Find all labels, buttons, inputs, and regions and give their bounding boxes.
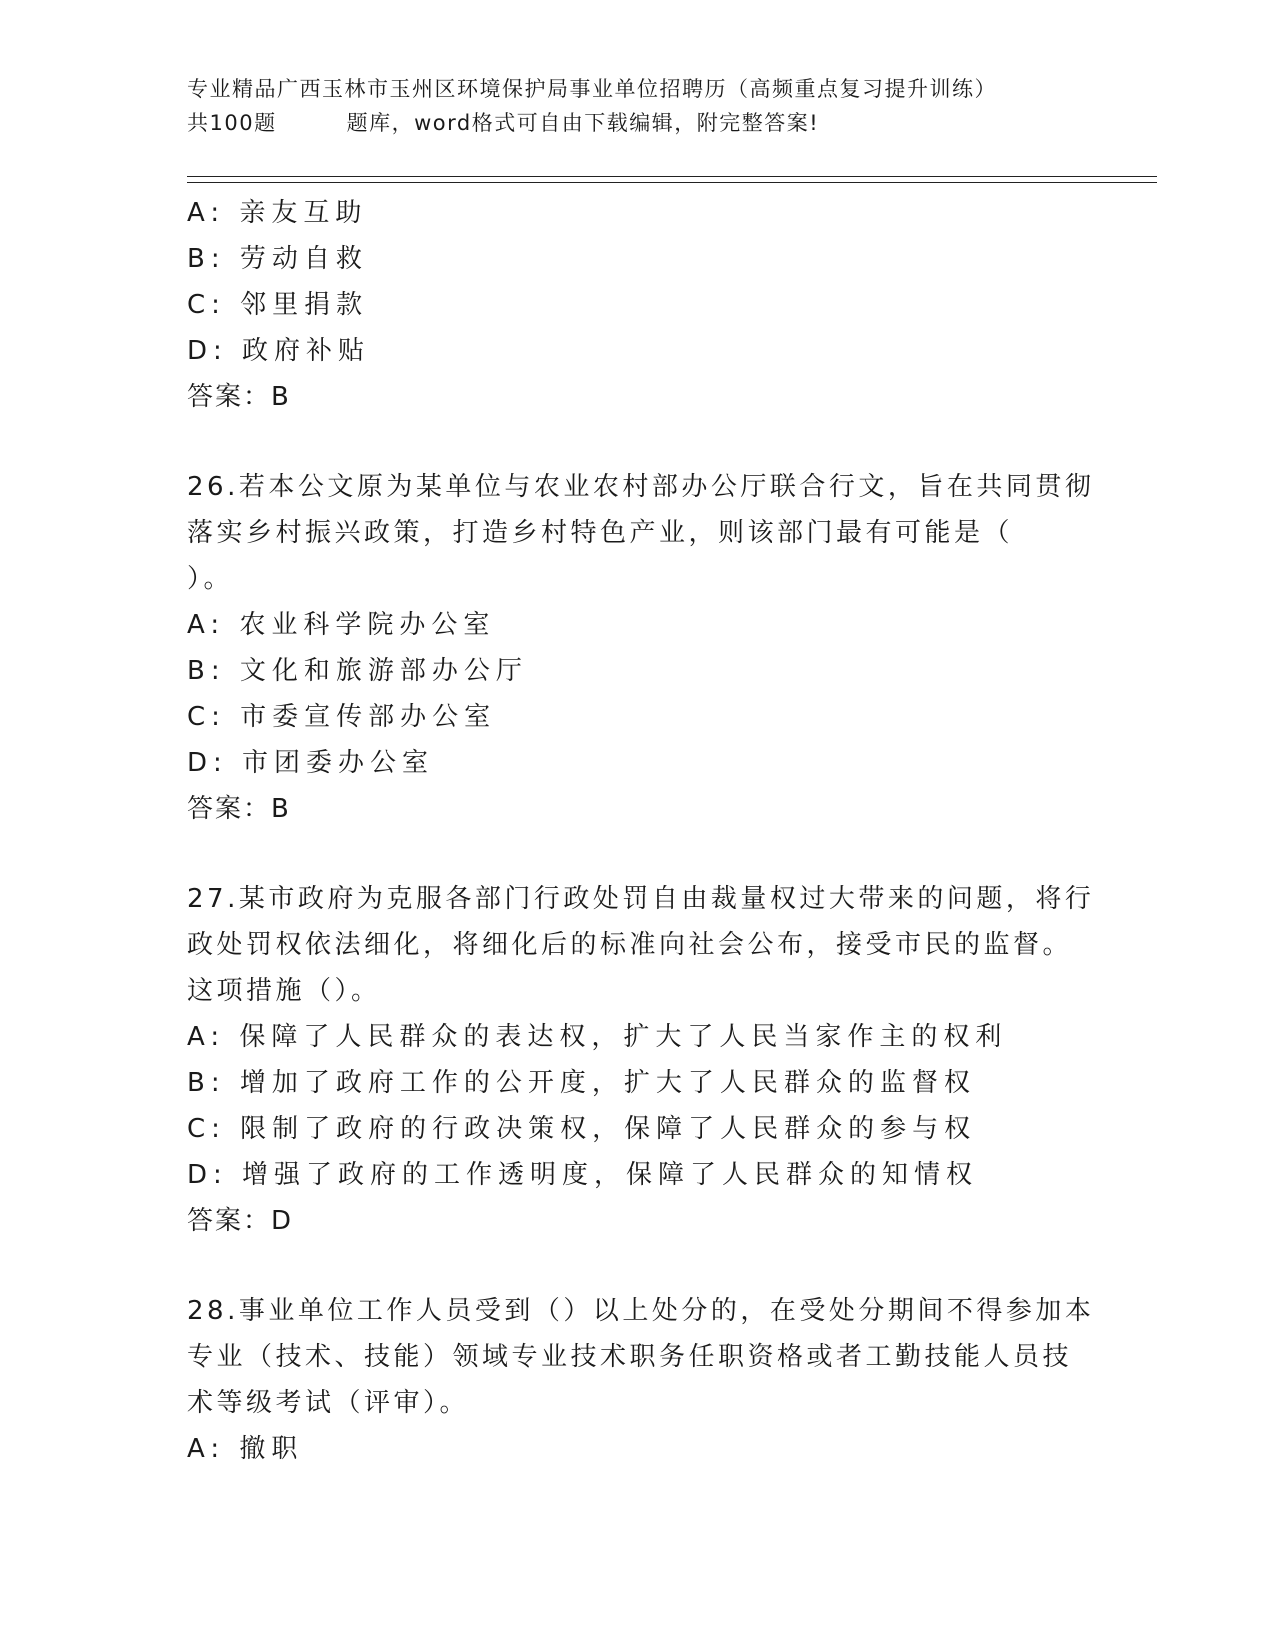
option-c: C: 限制了政府的行政决策权，保障了人民群众的参与权 xyxy=(187,1114,977,1144)
header-description: 题库，word格式可自由下载编辑，附完整答案! xyxy=(346,111,820,135)
option-b: B: 增加了政府工作的公开度，扩大了人民群众的监督权 xyxy=(187,1068,976,1098)
question-stem-line: 落实乡村振兴政策，打造乡村特色产业，则该部门最有可能是（ xyxy=(187,518,1014,548)
option-b: B: 劳动自救 xyxy=(187,244,368,274)
option-c: C: 邻里捐款 xyxy=(187,290,369,320)
question-26 xyxy=(187,464,1095,832)
option-d: D: 增强了政府的工作透明度，保障了人民群众的知情权 xyxy=(187,1160,979,1190)
header-rule-top xyxy=(187,176,1157,177)
question-stem-line: 27.某市政府为克服各部门行政处罚自由裁量权过大带来的问题，将行 xyxy=(187,884,1095,914)
option-d: D: 政府补贴 xyxy=(187,336,371,366)
answer: 答案：B xyxy=(187,382,291,412)
option-a: A: 保障了人民群众的表达权，扩大了人民当家作主的权利 xyxy=(187,1022,1008,1052)
question-stem-line: 政处罚权依法细化，将细化后的标准向社会公布，接受市民的监督。 xyxy=(187,930,1073,960)
header-subtitle-line xyxy=(187,106,1087,140)
option-a: A: 撤职 xyxy=(187,1434,304,1464)
question-stem-line: 术等级考试（评审）。 xyxy=(187,1388,470,1418)
option-a: A: 农业科学院办公室 xyxy=(187,610,496,640)
question-stem-line: 专业（技术、技能）领域专业技术职务任职资格或者工勤技能人员技 xyxy=(187,1342,1073,1372)
question-stem-line: 26.若本公文原为某单位与农业农村部办公厅联合行文，旨在共同贯彻 xyxy=(187,472,1095,502)
question-list xyxy=(187,190,1095,1472)
document-header xyxy=(187,72,1087,140)
option-d: D: 市团委办公室 xyxy=(187,748,435,778)
header-question-count: 共100题 xyxy=(187,111,277,135)
question-stem-line: 这项措施（）。 xyxy=(187,976,381,1006)
question-stem-line: ）。 xyxy=(187,564,234,594)
answer: 答案：D xyxy=(187,1206,294,1236)
option-c: C: 市委宣传部办公室 xyxy=(187,702,497,732)
question-27 xyxy=(187,876,1095,1244)
question-25-tail xyxy=(187,190,1087,420)
option-a: A: 亲友互助 xyxy=(187,198,368,228)
answer: 答案：B xyxy=(187,794,291,824)
question-28 xyxy=(187,1288,1095,1472)
header-title-line: 专业精品广西玉林市玉州区环境保护局事业单位招聘历（高频重点复习提升训练） xyxy=(187,77,997,101)
header-rule-bottom xyxy=(187,182,1157,183)
question-stem-line: 28.事业单位工作人员受到（）以上处分的，在受处分期间不得参加本 xyxy=(187,1296,1095,1326)
option-b: B: 文化和旅游部办公厅 xyxy=(187,656,528,686)
